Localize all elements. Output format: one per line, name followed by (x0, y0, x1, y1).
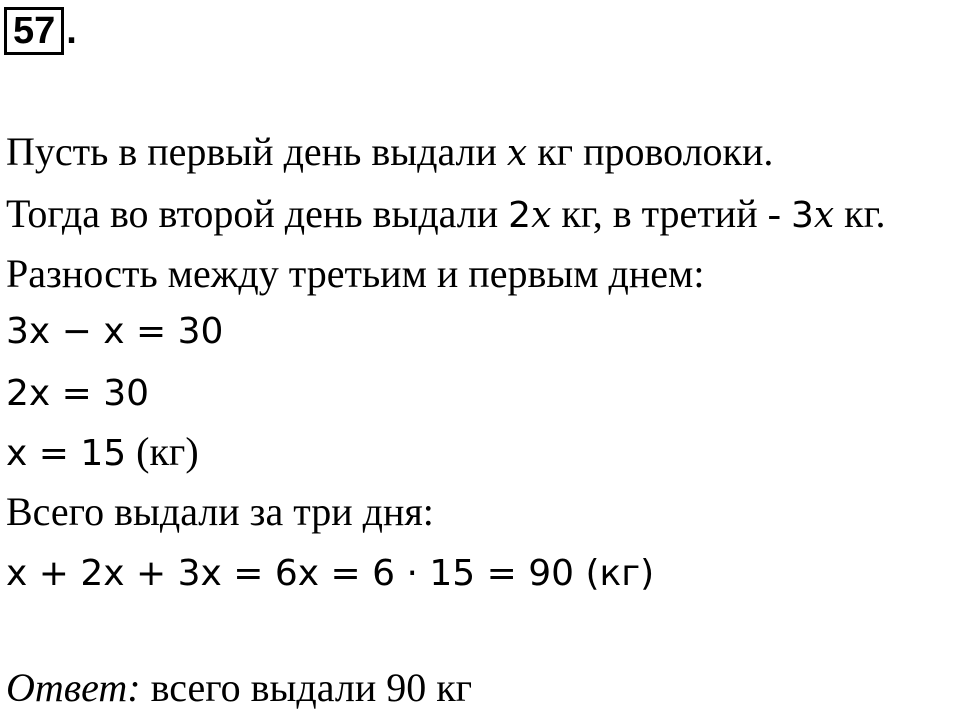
line-2-pre: Тогда во второй день выдали (6, 191, 509, 236)
line-1-post: кг проволоки. (527, 129, 774, 174)
line-2 (6, 190, 885, 240)
problem-number-box: 57 (4, 7, 64, 55)
line-2-post: кг. (834, 191, 886, 236)
line-8 (6, 548, 654, 598)
problem-number (4, 6, 77, 56)
line-6 (6, 428, 199, 478)
line-2-coef-1: 2 (508, 195, 532, 236)
line-3 (6, 250, 704, 298)
equation-1: 3x − x = 30 (6, 311, 224, 352)
equation-2: 2x = 30 (6, 373, 150, 414)
line-7-text: Всего выдали за три дня: (6, 489, 434, 534)
line-4 (6, 306, 223, 356)
line-2-coef-2: 3 (790, 195, 814, 236)
equation-3-unit: (кг) (126, 429, 199, 474)
line-7 (6, 488, 434, 536)
equation-total: x + 2x + 3x = 6x = 6 · 15 = 90 (кг) (6, 553, 655, 594)
problem-number-dot: . (66, 9, 77, 52)
line-1-pre: Пусть в первый день выдали (6, 129, 507, 174)
line-5 (6, 368, 149, 418)
line-2-var-1: x (531, 195, 552, 236)
answer-label: Ответ: (6, 665, 141, 710)
line-3-text: Разность между третьим и первым днем: (6, 251, 705, 296)
equation-3: x = 15 (6, 433, 127, 474)
line-1 (6, 128, 773, 178)
answer-text: всего выдали 90 кг (140, 665, 473, 710)
line-1-var: x (506, 133, 528, 174)
line-2-var-2: x (813, 195, 835, 236)
answer-line (6, 664, 472, 712)
line-2-mid: кг, в третий - (551, 191, 791, 236)
